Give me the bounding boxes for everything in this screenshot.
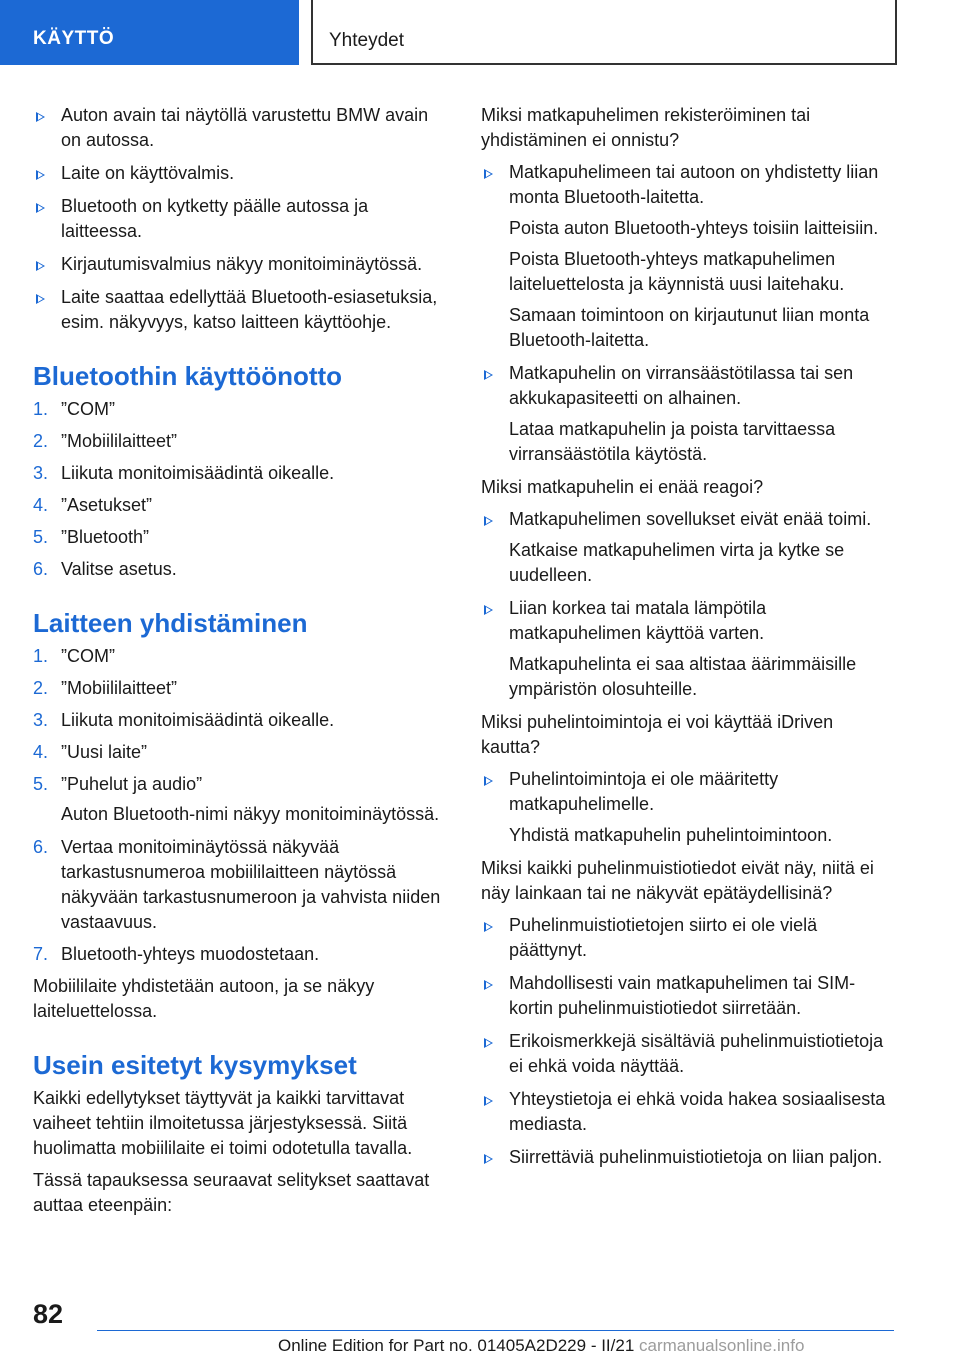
step-number: 3. [33, 463, 49, 483]
bullet-note: Katkaise matkapuhelimen virta ja kytke se uudelleen. [509, 540, 845, 585]
heading-device-pairing: Laitteen yhdistäminen [33, 608, 308, 638]
paragraph: Kaikki edellytykset täyttyvät ja kaikki tarvittavat vaiheet tehtiin ilmoitetussa järjestyksessä. Siitä huolimatta mobiililaite ei toimi odotetulla tavalla. [33, 1088, 413, 1158]
bullet-note: Matkapuhelinta ei saa altistaa äärimmäisille ympäristön olosuhteille. [509, 654, 857, 699]
faq-question: Miksi matkapuhelin ei enää reagoi? [481, 477, 764, 497]
step-text: Vertaa monitoiminäytössä näkyvää tarkastusnumeroa mobiililaitteen näytössä näkyvään tarkastusnumeroon ja vahvista niiden vastaavuus. [61, 837, 441, 932]
step-text: ”Asetukset” [61, 495, 153, 515]
step-text: ”Mobiililaitteet” [61, 678, 178, 698]
right-column [481, 103, 897, 1178]
step-number: 3. [33, 710, 49, 730]
bullet-item: Matkapuhelimen sovellukset eivät enää toimi. [481, 507, 897, 532]
step-item [33, 942, 451, 967]
faq-question: Miksi matkapuhelimen rekisteröiminen tai yhdistäminen ei onnistu? [481, 105, 811, 150]
step-number: 7. [33, 944, 49, 964]
step-item [33, 493, 451, 518]
heading-bluetooth-setup: Bluetoothin käyttöönotto [33, 361, 343, 391]
step-text: ”Puhelut ja audio” [61, 774, 203, 794]
step-text: ”Mobiililaitteet” [61, 431, 178, 451]
faq-question: Miksi puhelintoimintoja ei voi käyttää iDriven kautta? [481, 712, 834, 757]
left-column [33, 103, 451, 1225]
step-number: 6. [33, 837, 49, 857]
step-number: 5. [33, 774, 49, 794]
step-number: 2. [33, 431, 49, 451]
step-number: 2. [33, 678, 49, 698]
edition-text: Online Edition for Part no. 01405A2D229 - II/21 [278, 1336, 635, 1355]
bullet-note: Poista Bluetooth-yhteys matkapuhelimen laiteluettelosta ja käynnistä uusi laitehaku. [509, 249, 845, 294]
bullet-item: Kirjautumisvalmius näkyy monitoiminäytössä. [33, 252, 451, 277]
bullet-item: Puhelinmuistiotietojen siirto ei ole vielä päättynyt. [481, 913, 897, 963]
step-text: Bluetooth-yhteys muodostetaan. [61, 944, 320, 964]
bullet-item: Laite on käyttövalmis. [33, 161, 451, 186]
bullet-item: Matkapuhelin on virransäästötilassa tai sen akkukapasiteetti on alhainen. [481, 361, 897, 411]
bullet-item: Laite saattaa edellyttää Bluetooth-esiasetuksia, esim. näkyvyys, katso laitteen käyttöohje. [33, 285, 451, 335]
faq-question: Miksi kaikki puhelinmuistiotiedot eivät näy, niitä ei näy lainkaan tai ne näkyvät epätäydellisinä? [481, 858, 874, 903]
paragraph: Tässä tapauksessa seuraavat selitykset saattavat auttaa eteenpäin: [33, 1170, 430, 1215]
bullet-note: Yhdistä matkapuhelin puhelintoimintoon. [509, 825, 833, 845]
step-number: 4. [33, 495, 49, 515]
step-item [33, 397, 451, 422]
bullet-item: Bluetooth on kytketty päälle autossa ja laitteessa. [33, 194, 451, 244]
step-text: ”COM” [61, 646, 115, 666]
step-number: 6. [33, 559, 49, 579]
step-text: Liikuta monitoimisäädintä oikealle. [61, 710, 335, 730]
step-text: Valitse asetus. [61, 559, 177, 579]
step-item [33, 708, 451, 733]
chapter-tab [311, 0, 897, 65]
step-text: Liikuta monitoimisäädintä oikealle. [61, 463, 335, 483]
bullet-item: Siirrettäviä puhelinmuistiotietoja on liian paljon. [481, 1145, 897, 1170]
step-text: ”Bluetooth” [61, 527, 150, 547]
step-number: 1. [33, 399, 49, 419]
section-title: KÄYTTÖ [33, 28, 115, 49]
step-item [33, 835, 451, 935]
step-text: ”COM” [61, 399, 115, 419]
heading-faq: Usein esitetyt kysymykset [33, 1050, 357, 1080]
step-item [33, 557, 451, 582]
bullet-item: Liian korkea tai matala lämpötila matkapuhelimen käyttöä varten. [481, 596, 897, 646]
step-item [33, 676, 451, 701]
bullet-item: Yhteystietoja ei ehkä voida hakea sosiaalisesta mediasta. [481, 1087, 897, 1137]
bullet-note: Poista auton Bluetooth-yhteys toisiin laitteisiin. [509, 218, 879, 238]
footer [278, 1336, 804, 1356]
step-note: Auton Bluetooth-nimi näkyy monitoiminäytössä. [61, 804, 440, 824]
paragraph: Mobiililaite yhdistetään autoon, ja se näkyy laiteluettelossa. [33, 976, 375, 1021]
step-item [33, 740, 451, 765]
step-number: 4. [33, 742, 49, 762]
watermark-text: carmanualsonline.info [639, 1336, 805, 1355]
step-item [33, 525, 451, 550]
step-text: ”Uusi laite” [61, 742, 148, 762]
bullet-item: Mahdollisesti vain matkapuhelimen tai SIM-kortin puhelinmuistiotiedot siirretään. [481, 971, 897, 1021]
step-item [33, 429, 451, 454]
page-number: 82 [33, 1299, 64, 1329]
bullet-item: Erikoismerkkejä sisältäviä puhelinmuistiotietoja ei ehkä voida näyttää. [481, 1029, 897, 1079]
bullet-item: Puhelintoimintoja ei ole määritetty matkapuhelimelle. [481, 767, 897, 817]
step-number: 5. [33, 527, 49, 547]
chapter-title: Yhteydet [329, 30, 404, 51]
step-item [33, 644, 451, 669]
footer-divider [97, 1330, 894, 1331]
step-number: 1. [33, 646, 49, 666]
bullet-note: Lataa matkapuhelin ja poista tarvittaessa virransäästötila käytöstä. [509, 419, 836, 464]
bullet-note: Samaan toimintoon on kirjautunut liian monta Bluetooth-laitetta. [509, 305, 870, 350]
section-tab [0, 0, 299, 65]
step-item [33, 461, 451, 486]
step-item [33, 772, 451, 797]
bullet-item: Auton avain tai näytöllä varustettu BMW avain on autossa. [33, 103, 451, 153]
bullet-item: Matkapuhelimeen tai autoon on yhdistetty liian monta Bluetooth-laitetta. [481, 160, 897, 210]
